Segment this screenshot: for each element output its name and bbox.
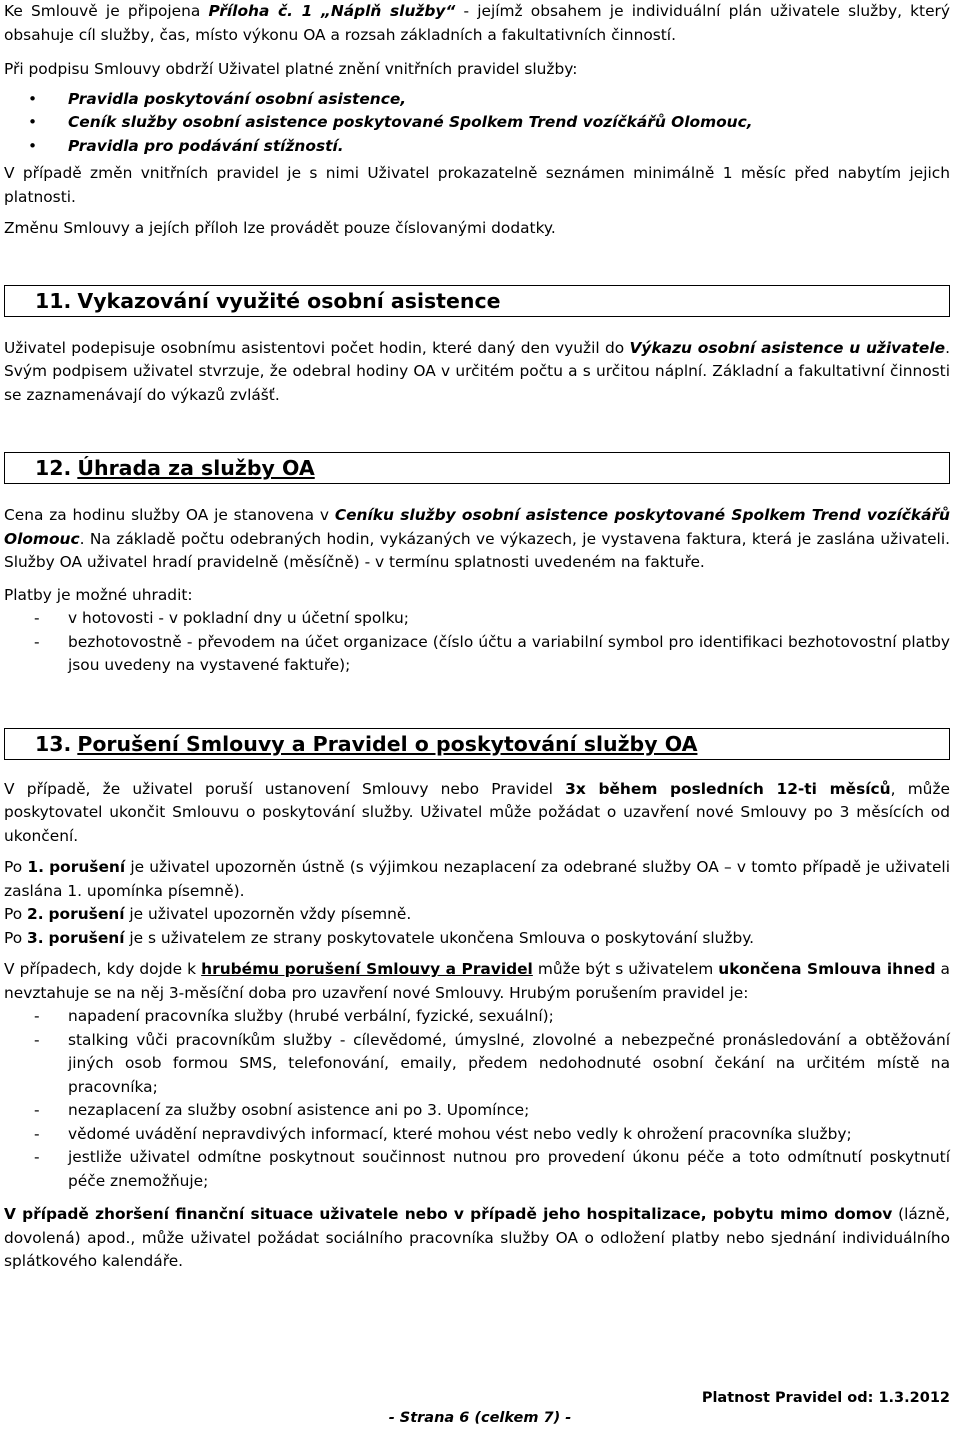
list-item: - stalking vůči pracovníkům služby - cílevědomé, úmyslné, zlovolné a nebezpečné pronásledování a obtěžování jiných osob formou SMS, telefonování, emaily, předem nedohodnuté osobní čekání na určitém místě na pracovníka; [34, 1030, 950, 1096]
list-item: - vědomé uvádění nepravdivých informací, které mohou vést nebo vedly k ohrožení pracovníka služby; [34, 1124, 852, 1143]
list-item: - v hotovosti - v pokladní dny u účetní spolku; [34, 609, 409, 627]
section-12-paragraph-payments: Platby je možné uhradit: [4, 585, 193, 604]
bullet-icon: • [28, 89, 38, 108]
section-13-paragraph-steps: Po 1. porušení je uživatel upozorněn ústně (s výjimkou nezaplacení za odebrané služby OA – v tomto případě je uživateli zaslána 1. upomínka písemně). Po 2. porušení je uživatel upozorněn vždy písemně. Po 3. porušení je s uživatelem ze strany poskytovatele ukončena Smlouva o poskytování služby. [4, 858, 950, 947]
page-number: - Strana 6 (celkem 7) - [388, 1410, 572, 1426]
payment-methods-list [4, 607, 950, 678]
section-11-heading: 11. Vykazování využité osobní asistence [4, 285, 950, 317]
section-13-paragraph-breach: V případě, že uživatel poruší ustanovení Smlouvy nebo Pravidel 3x během posledních 12-ti měsíců, může poskytovatel ukončit Smlouvu o poskytování služby. Uživatel může požádat o uzavření nové Smlouvy po 3 měsících od ukončení. [4, 779, 950, 845]
gross-breach-list [4, 1005, 950, 1193]
intro-paragraph-rules: Při podpisu Smlouvy obdrží Uživatel platné znění vnitřních pravidel služby: [4, 60, 578, 78]
intro-paragraph-attachment: Ke Smlouvě je připojena Příloha č. 1 „Náplň služby“ - jejímž obsahem je individuální plán uživatele služby, který obsahuje cíl služby, čas, místo výkonu OA a rozsah základních a fakultativních činností. [4, 2, 950, 44]
section-11-paragraph: Uživatel podepisuje osobnímu asistentovi počet hodin, které daný den využil do Výkazu osobní asistence u uživatele. Svým podpisem uživatel stvrzuje, že odebral hodiny OA v určitém počtu a s určitou náplní. Základní a fakultativní činnosti se zaznamenávají do výkazů zvlášť. [4, 338, 950, 404]
list-item: - bezhotovostně - převodem na účet organizace (číslo účtu a variabilní symbol pro identifikaci bezhotovostní platby jsou uvedeny na vystavené faktuře); [34, 632, 950, 674]
section-13-paragraph-gross-breach: V případech, kdy dojde k hrubému porušení Smlouvy a Pravidel může být s uživatelem ukončena Smlouva ihned a nevztahuje se na něj 3-měsíční doba pro uzavření nové Smlouvy. Hrubým porušením pravidel je: [4, 960, 950, 1002]
list-item: • Pravidla poskytování osobní asistence, [4, 88, 950, 112]
list-item: • Pravidla pro podávání stížností. [4, 135, 950, 159]
bullet-icon: • [28, 113, 38, 131]
intro-paragraph-changes: V případě změn vnitřních pravidel je s nimi Uživatel prokazatelně seznámen minimálně 1 měsíc před nabytím jejich platnosti. [4, 164, 950, 206]
list-item: • Ceník služby osobní asistence poskytované Spolkem Trend vozíčkářů Olomouc, [4, 111, 950, 135]
section-12-paragraph-price: Cena za hodinu služby OA je stanovena v Ceníku služby osobní asistence poskytované Spolkem Trend vozíčkářů Olomouc. Na základě počtu odebraných hodin, vykázaných ve výkazech, je vystavena faktura, která je zaslána uživateli. Služby OA uživatel hradí pravidelně (měsíčně) - v termínu splatnosti uvedeném na faktuře. [4, 506, 951, 571]
document-page [4, 0, 950, 1274]
validity-footer: Platnost Pravidel od: 1.3.2012 [701, 1390, 950, 1406]
section-13-paragraph-financial: V případě zhoršení finanční situace uživatele nebo v případě jeho hospitalizace, pobytu mimo domov (lázně, dovolená) apod., může uživatel požádat sociálního pracovníka služby OA o odložení platby nebo sjednání individuálního splátkového kalendáře. [4, 1205, 950, 1270]
list-item: - jestliže uživatel odmítne poskytnout součinnost nutnou pro provedení úkonu péče a toto odmítnutí poskytnutí péče znemožňuje; [34, 1148, 950, 1190]
intro-paragraph-amendments: Změnu Smlouvy a jejích příloh lze provádět pouze číslovanými dodatky. [4, 219, 556, 237]
section-13-heading: 13. Porušení Smlouvy a Pravidel o poskytování služby OA [4, 728, 950, 760]
bullet-icon: • [28, 136, 38, 155]
rules-bullet-list [4, 88, 950, 159]
list-item: - napadení pracovníka služby (hrubé verbální, fyzické, sexuální); [34, 1007, 554, 1025]
section-12-heading: 12. Úhrada za služby OA [4, 452, 950, 484]
list-item: - nezaplacení za služby osobní asistence ani po 3. Upomínce; [34, 1101, 530, 1119]
